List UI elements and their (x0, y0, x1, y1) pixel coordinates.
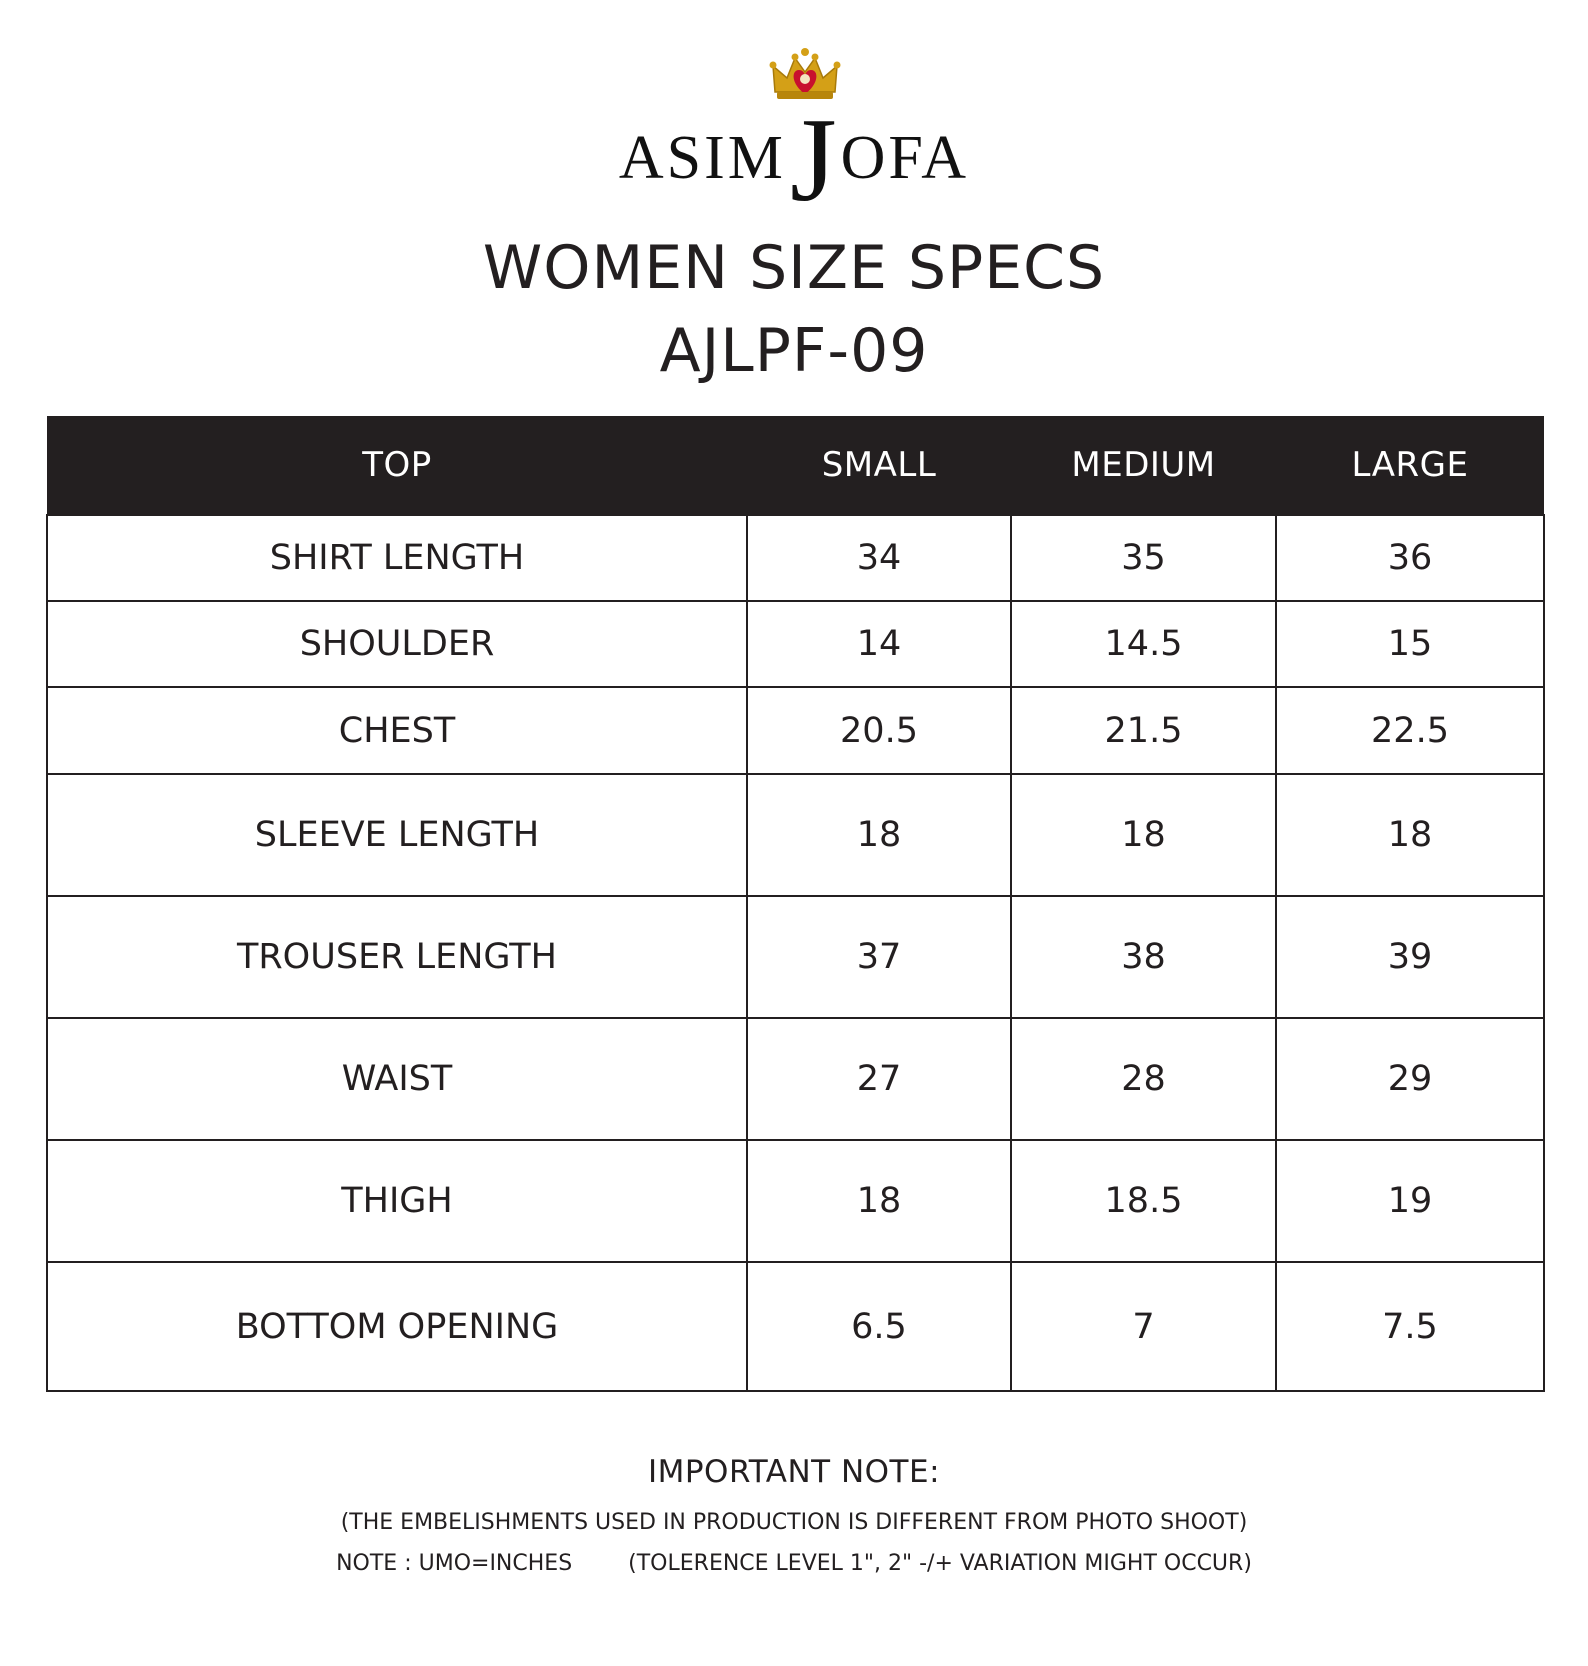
brand-wordmark (0, 93, 1588, 226)
row-label: CHEST (47, 687, 747, 774)
row-label: SHIRT LENGTH (47, 515, 747, 601)
header-large: LARGE (1276, 416, 1544, 515)
table-header-row (47, 416, 1544, 515)
cell-medium: 28 (1011, 1018, 1276, 1140)
table-row (47, 774, 1544, 896)
cell-small: 18 (747, 774, 1011, 896)
cell-large: 7.5 (1276, 1262, 1544, 1391)
cell-large: 19 (1276, 1140, 1544, 1262)
tolerance-note: (TOLERENCE LEVEL 1", 2" -/+ VARIATION MIGHT OCCUR) (628, 1551, 1252, 1576)
row-label: SHOULDER (47, 601, 747, 687)
cell-small: 27 (747, 1018, 1011, 1140)
table-row (47, 1018, 1544, 1140)
row-label: TROUSER LENGTH (47, 896, 747, 1018)
table-row (47, 1262, 1544, 1391)
table-row (47, 896, 1544, 1018)
row-label: WAIST (47, 1018, 747, 1140)
row-label: THIGH (47, 1140, 747, 1262)
cell-large: 22.5 (1276, 687, 1544, 774)
header-small: SMALL (747, 416, 1011, 515)
product-code: AJLPF-09 (659, 316, 929, 386)
cell-large: 36 (1276, 515, 1544, 601)
header-medium: MEDIUM (1011, 416, 1276, 515)
row-label: SLEEVE LENGTH (47, 774, 747, 896)
cell-medium: 7 (1011, 1262, 1276, 1391)
unit-tolerance-note (0, 1551, 1588, 1576)
cell-small: 14 (747, 601, 1011, 687)
cell-large: 39 (1276, 896, 1544, 1018)
cell-large: 15 (1276, 601, 1544, 687)
cell-small: 34 (747, 515, 1011, 601)
table-row (47, 601, 1544, 687)
page-title: WOMEN SIZE SPECS (482, 233, 1106, 303)
brand-name-right: OFA (840, 124, 970, 192)
cell-small: 20.5 (747, 687, 1011, 774)
cell-small: 37 (747, 896, 1011, 1018)
brand-logo (0, 40, 1588, 226)
table-row (47, 687, 1544, 774)
table-row (47, 1140, 1544, 1262)
brand-name-left: ASIM (618, 124, 786, 192)
cell-small: 6.5 (747, 1262, 1011, 1391)
brand-name-j: J (789, 93, 837, 226)
cell-large: 29 (1276, 1018, 1544, 1140)
cell-medium: 18.5 (1011, 1140, 1276, 1262)
header-top: TOP (47, 416, 747, 515)
cell-medium: 18 (1011, 774, 1276, 896)
cell-small: 18 (747, 1140, 1011, 1262)
size-spec-table (46, 416, 1545, 1392)
cell-large: 18 (1276, 774, 1544, 896)
cell-medium: 14.5 (1011, 601, 1276, 687)
cell-medium: 38 (1011, 896, 1276, 1018)
embellishment-note: (THE EMBELISHMENTS USED IN PRODUCTION IS DIFFERENT FROM PHOTO SHOOT) (340, 1510, 1248, 1535)
table-row (47, 515, 1544, 601)
cell-medium: 35 (1011, 515, 1276, 601)
row-label: BOTTOM OPENING (47, 1262, 747, 1391)
cell-medium: 21.5 (1011, 687, 1276, 774)
unit-note: NOTE : UMO=INCHES (336, 1551, 573, 1576)
important-note-heading: IMPORTANT NOTE: (647, 1454, 941, 1490)
